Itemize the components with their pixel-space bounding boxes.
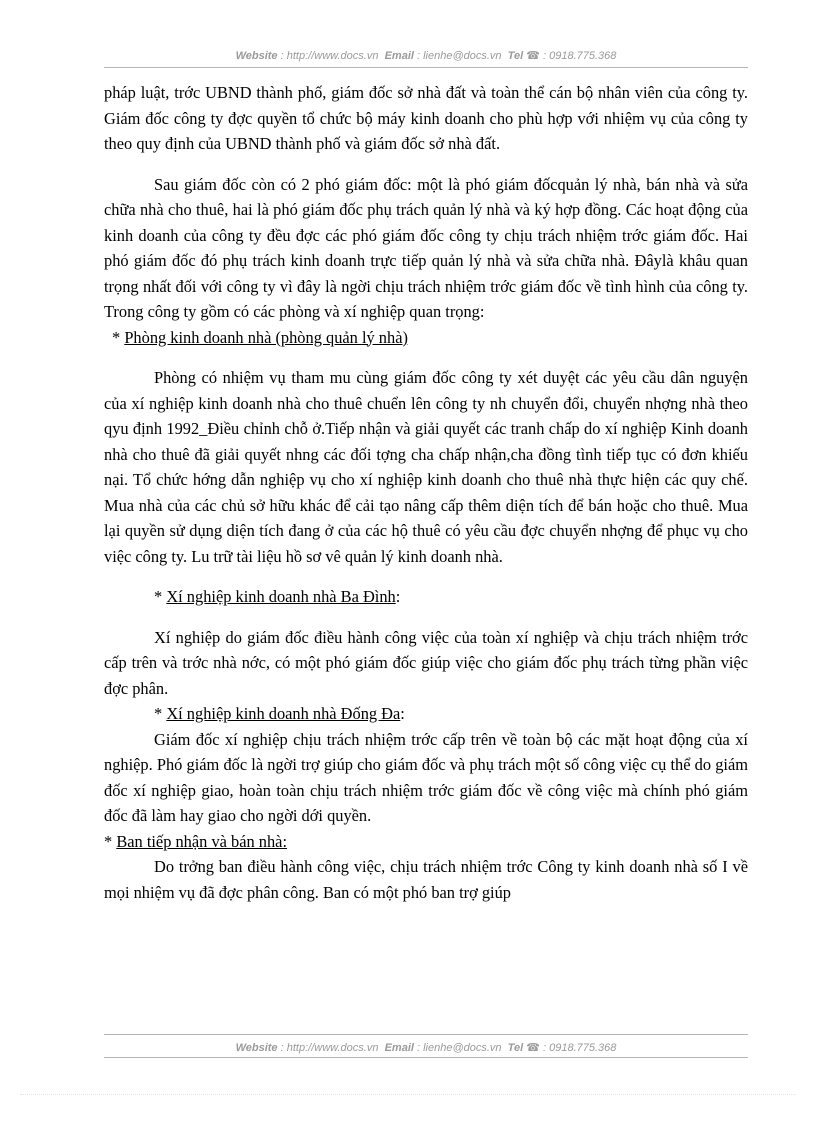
bullet-star: * bbox=[154, 587, 163, 606]
website-value: : http://www.docs.vn bbox=[280, 50, 379, 62]
heading-colon: : bbox=[400, 704, 405, 723]
heading-text: Xí nghiệp kinh doanh nhà Đống Đa bbox=[166, 704, 401, 723]
footer-rule bbox=[104, 1057, 748, 1058]
section-heading-phong-kinh-doanh bbox=[104, 325, 748, 351]
email-value: : lienhe@docs.vn bbox=[417, 1042, 502, 1054]
website-label: Website bbox=[235, 1042, 278, 1054]
email-label: Email bbox=[384, 50, 414, 62]
phone-icon: ☎ bbox=[526, 1042, 540, 1054]
section-heading-dong-da bbox=[104, 701, 748, 727]
email-label: Email bbox=[384, 1042, 414, 1054]
paragraph-2: Sau giám đốc còn có 2 phó giám đốc: một là phó giám đốcquản lý nhà, bán nhà và sửa chữa nhà cho thuê, hai là phó giám đốc phụ trách quản lý nhà và ký hợp đồng. Các hoạt động của kinh doanh của công ty đều đợc các phó giám đốc công ty chịu trách nhiệm trớc giám đốc. Hai phó giám đốc đó phụ trách kinh doanh trực tiếp quản lý nhà và sửa chữa nhà. Đâylà khâu quan trọng nhất đối với công ty vì đây là ngời chịu trách nhiệm trớc giám đốc về tình hình của công ty. Trong công ty gồm có các phòng và xí nghiệp quan trọng: bbox=[104, 174, 748, 321]
bullet-star: * bbox=[112, 327, 121, 347]
paragraph-5: Giám đốc xí nghiệp chịu trách nhiệm trớc cấp trên về toàn bộ các mặt hoạt động của xí nghiệp. Phó giám đốc là ngời trợ giúp cho giám đốc và phụ trách một số công việc cụ thể do giám đốc xí nghiệp giao, hoàn toàn chịu trách nhiệm trớc giám đốc về công việc mà chính phó giám đốc đã làm hay giao cho ngời dới quyền. bbox=[104, 729, 748, 825]
document-body bbox=[104, 80, 748, 905]
header-rule bbox=[104, 67, 748, 68]
phone-icon: ☎ bbox=[526, 50, 540, 62]
bullet-star: * bbox=[154, 704, 163, 723]
heading-text: Xí nghiệp kinh doanh nhà Ba Đình bbox=[166, 587, 396, 606]
paragraph-6: Do trởng ban điều hành công việc, chịu trách nhiệm trớc Công ty kinh doanh nhà số I về mọi nhiệm vụ đã đợc phân công. Ban có một phó ban trợ giúp bbox=[104, 857, 748, 902]
heading-colon: : bbox=[395, 587, 401, 606]
paragraph-1: pháp luật, trớc UBND thành phố, giám đốc sở nhà đất và toàn thể cán bộ nhân viên của công ty. Giám đốc công ty đợc quyền tổ chức bộ máy kinh doanh cho phù hợp với nhiệm vụ của công ty theo quy định của UBND thành phố và giám đốc sở nhà đất. bbox=[104, 83, 748, 153]
tel-value: : 0918.775.368 bbox=[543, 50, 617, 62]
bullet-star: * bbox=[104, 831, 113, 851]
heading-text: Ban tiếp nhận và bán nhà: bbox=[116, 831, 287, 851]
paragraph-3: Phòng có nhiệm vụ tham mu cùng giám đốc công ty xét duyệt các yêu cầu dân nguyện của xí nghiệp kinh doanh nhà cho thuê chuển lên công ty nh chuyển đổi, chuyển nhợng nhà theo qyu định 1992_Điều chỉnh chỗ ở.Tiếp nhận và giải quyết các tranh chấp do xí nghiệp Kinh doanh nhà cho thuê đã giải quyết nhng các đối tợng cha chấp nhận,cha đồng tình tiếp tục có đơn khiếu nại. Tổ chức hớng dẫn nghiệp vụ cho xí nghiệp kinh doanh cho thuê nhà thực hiện các quy chế. Mua nhà của các chủ sở hữu khác để cải tạo nâng cấp thêm diện tích để bán hoặc cho thuê. Mua lại quyền sử dụng diện tích đang ở của các hộ thuê có yêu cầu đợc chuyển nhợng để phục vụ cho việc công ty. Lu trữ tài liệu hồ sơ vê quản lý kinh doanh nhà. bbox=[104, 368, 748, 566]
paragraph-4: Xí nghiệp do giám đốc điều hành công việc của toàn xí nghiệp và chịu trách nhiệm trớc cấp trên và trớc nhà nớc, có một phó giám đốc giúp việc cho giám đốc phụ trách từng phần việc đợc phân. bbox=[104, 627, 748, 698]
section-heading-ba-dinh bbox=[104, 584, 748, 610]
tel-label: Tel bbox=[507, 1042, 524, 1054]
section-heading-ban-tiep-nhan bbox=[104, 829, 748, 855]
tel-label: Tel bbox=[507, 50, 524, 62]
website-label: Website bbox=[235, 50, 278, 62]
page-header bbox=[104, 49, 748, 62]
page-edge-dotted-line bbox=[20, 1094, 796, 1095]
tel-value: : 0918.775.368 bbox=[543, 1042, 617, 1054]
footer-rule-top bbox=[104, 1034, 748, 1035]
website-value: : http://www.docs.vn bbox=[280, 1042, 379, 1054]
page-footer bbox=[104, 1041, 748, 1054]
heading-text: Phòng kinh doanh nhà (phòng quản lý nhà) bbox=[124, 327, 408, 347]
email-value: : lienhe@docs.vn bbox=[417, 50, 502, 62]
